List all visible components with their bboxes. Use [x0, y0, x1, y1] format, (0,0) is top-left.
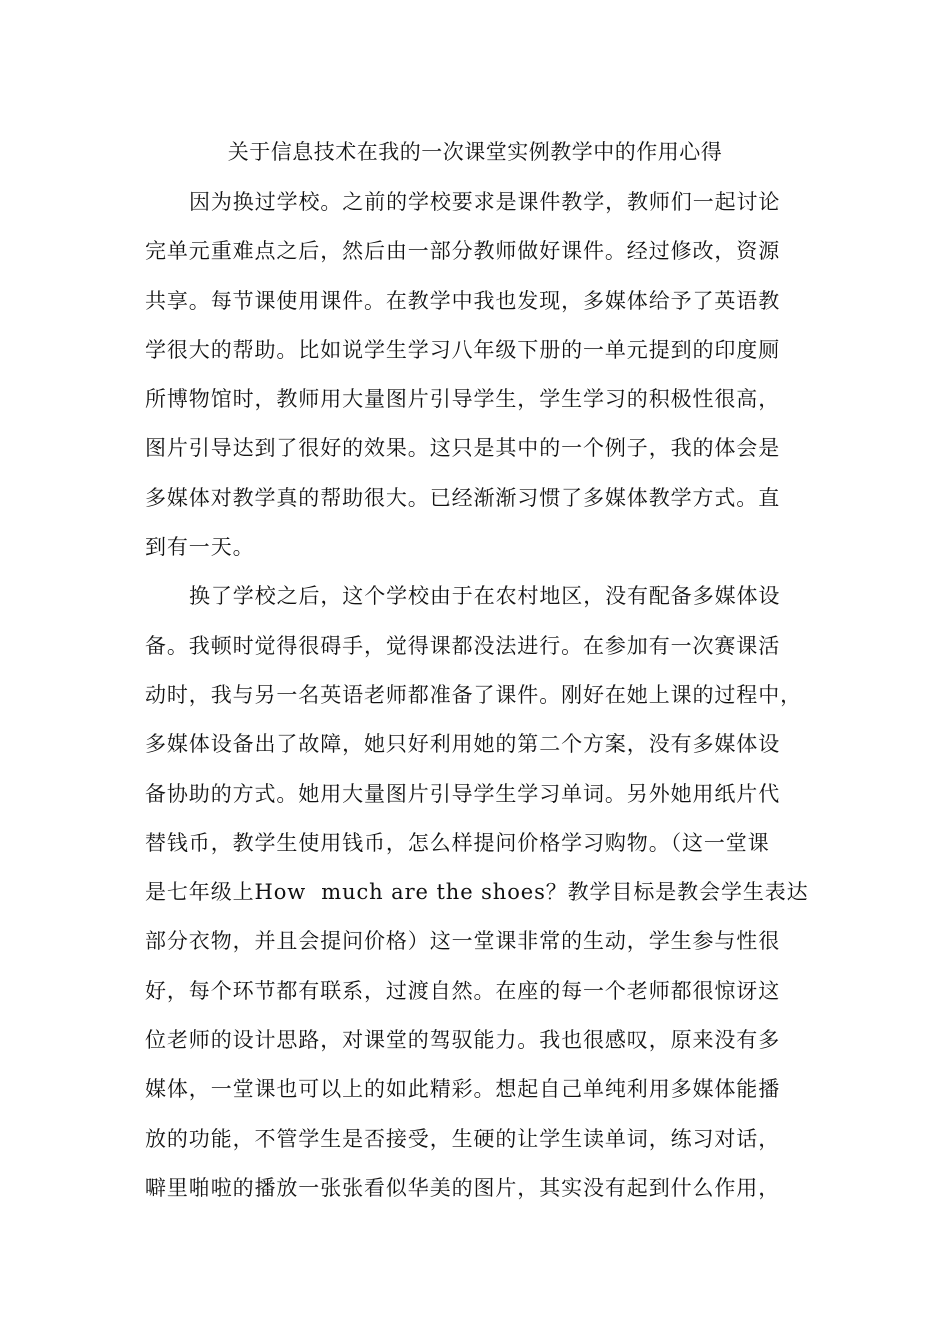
paragraph-2-line-3: 动时，我与另一名英语老师都准备了课件。刚好在她上课的过程中，: [145, 682, 802, 707]
paragraph-2-line-10: 位老师的设计思路，对课堂的驾驭能力。我也很感叹，原来没有多: [145, 1028, 781, 1053]
paragraph-2-line-7: 是七年级上How much are the shoes？教学目标是教会学生表达: [145, 880, 809, 905]
paragraph-1-line-8: 到有一天。: [145, 535, 255, 560]
document-title: 关于信息技术在我的一次课堂实例教学中的作用心得: [227, 140, 723, 164]
paragraph-2-line-12: 放的功能，不管学生是否接受，生硬的让学生读单词，练习对话，: [145, 1126, 781, 1151]
paragraph-2-line-1: 换了学校之后，这个学校由于在农村地区，没有配备多媒体设: [189, 584, 781, 609]
paragraph-1-line-2: 完单元重难点之后，然后由一部分教师做好课件。经过修改，资源: [145, 239, 781, 264]
paragraph-2-line-2: 备。我顿时觉得很碍手，觉得课都没法进行。在参加有一次赛课活: [145, 633, 781, 658]
paragraph-2-line-5: 备协助的方式。她用大量图片引导学生学习单词。另外她用纸片代: [145, 781, 781, 806]
paragraph-2-line-9: 好，每个环节都有联系，过渡自然。在座的每一个老师都很惊讶这: [145, 978, 781, 1003]
paragraph-1-line-1: 因为换过学校。之前的学校要求是课件教学，教师们一起讨论: [189, 190, 781, 214]
document-body: [145, 178, 820, 1213]
paragraph-1-line-7: 多媒体对教学真的帮助很大。已经渐渐习惯了多媒体教学方式。直: [145, 485, 781, 510]
paragraph-2-line-6: 替钱币，教学生使用钱币，怎么样提问价格学习购物。（这一堂课: [145, 830, 770, 855]
paragraph-2-line-4: 多媒体设备出了故障，她只好利用她的第二个方案，没有多媒体设: [145, 732, 781, 757]
paragraph-1-line-4: 学很大的帮助。比如说学生学习八年级下册的一单元提到的印度厕: [145, 337, 781, 362]
paragraph-2-line-13: 噼里啪啦的播放一张张看似华美的图片，其实没有起到什么作用，: [145, 1175, 781, 1200]
paragraph-1-line-3: 共享。每节课使用课件。在教学中我也发现，多媒体给予了英语教: [145, 288, 781, 313]
paragraph-2-line-8: 部分衣物，并且会提问价格）这一堂课非常的生动，学生参与性很: [145, 929, 781, 954]
paragraph-1-line-6: 图片引导达到了很好的效果。这只是其中的一个例子，我的体会是: [145, 436, 781, 461]
paragraph-2-line-11: 媒体，一堂课也可以上的如此精彩。想起自己单纯利用多媒体能播: [145, 1077, 781, 1102]
paragraph-1-line-5: 所博物馆时，教师用大量图片引导学生，学生学习的积极性很高，: [145, 387, 781, 412]
